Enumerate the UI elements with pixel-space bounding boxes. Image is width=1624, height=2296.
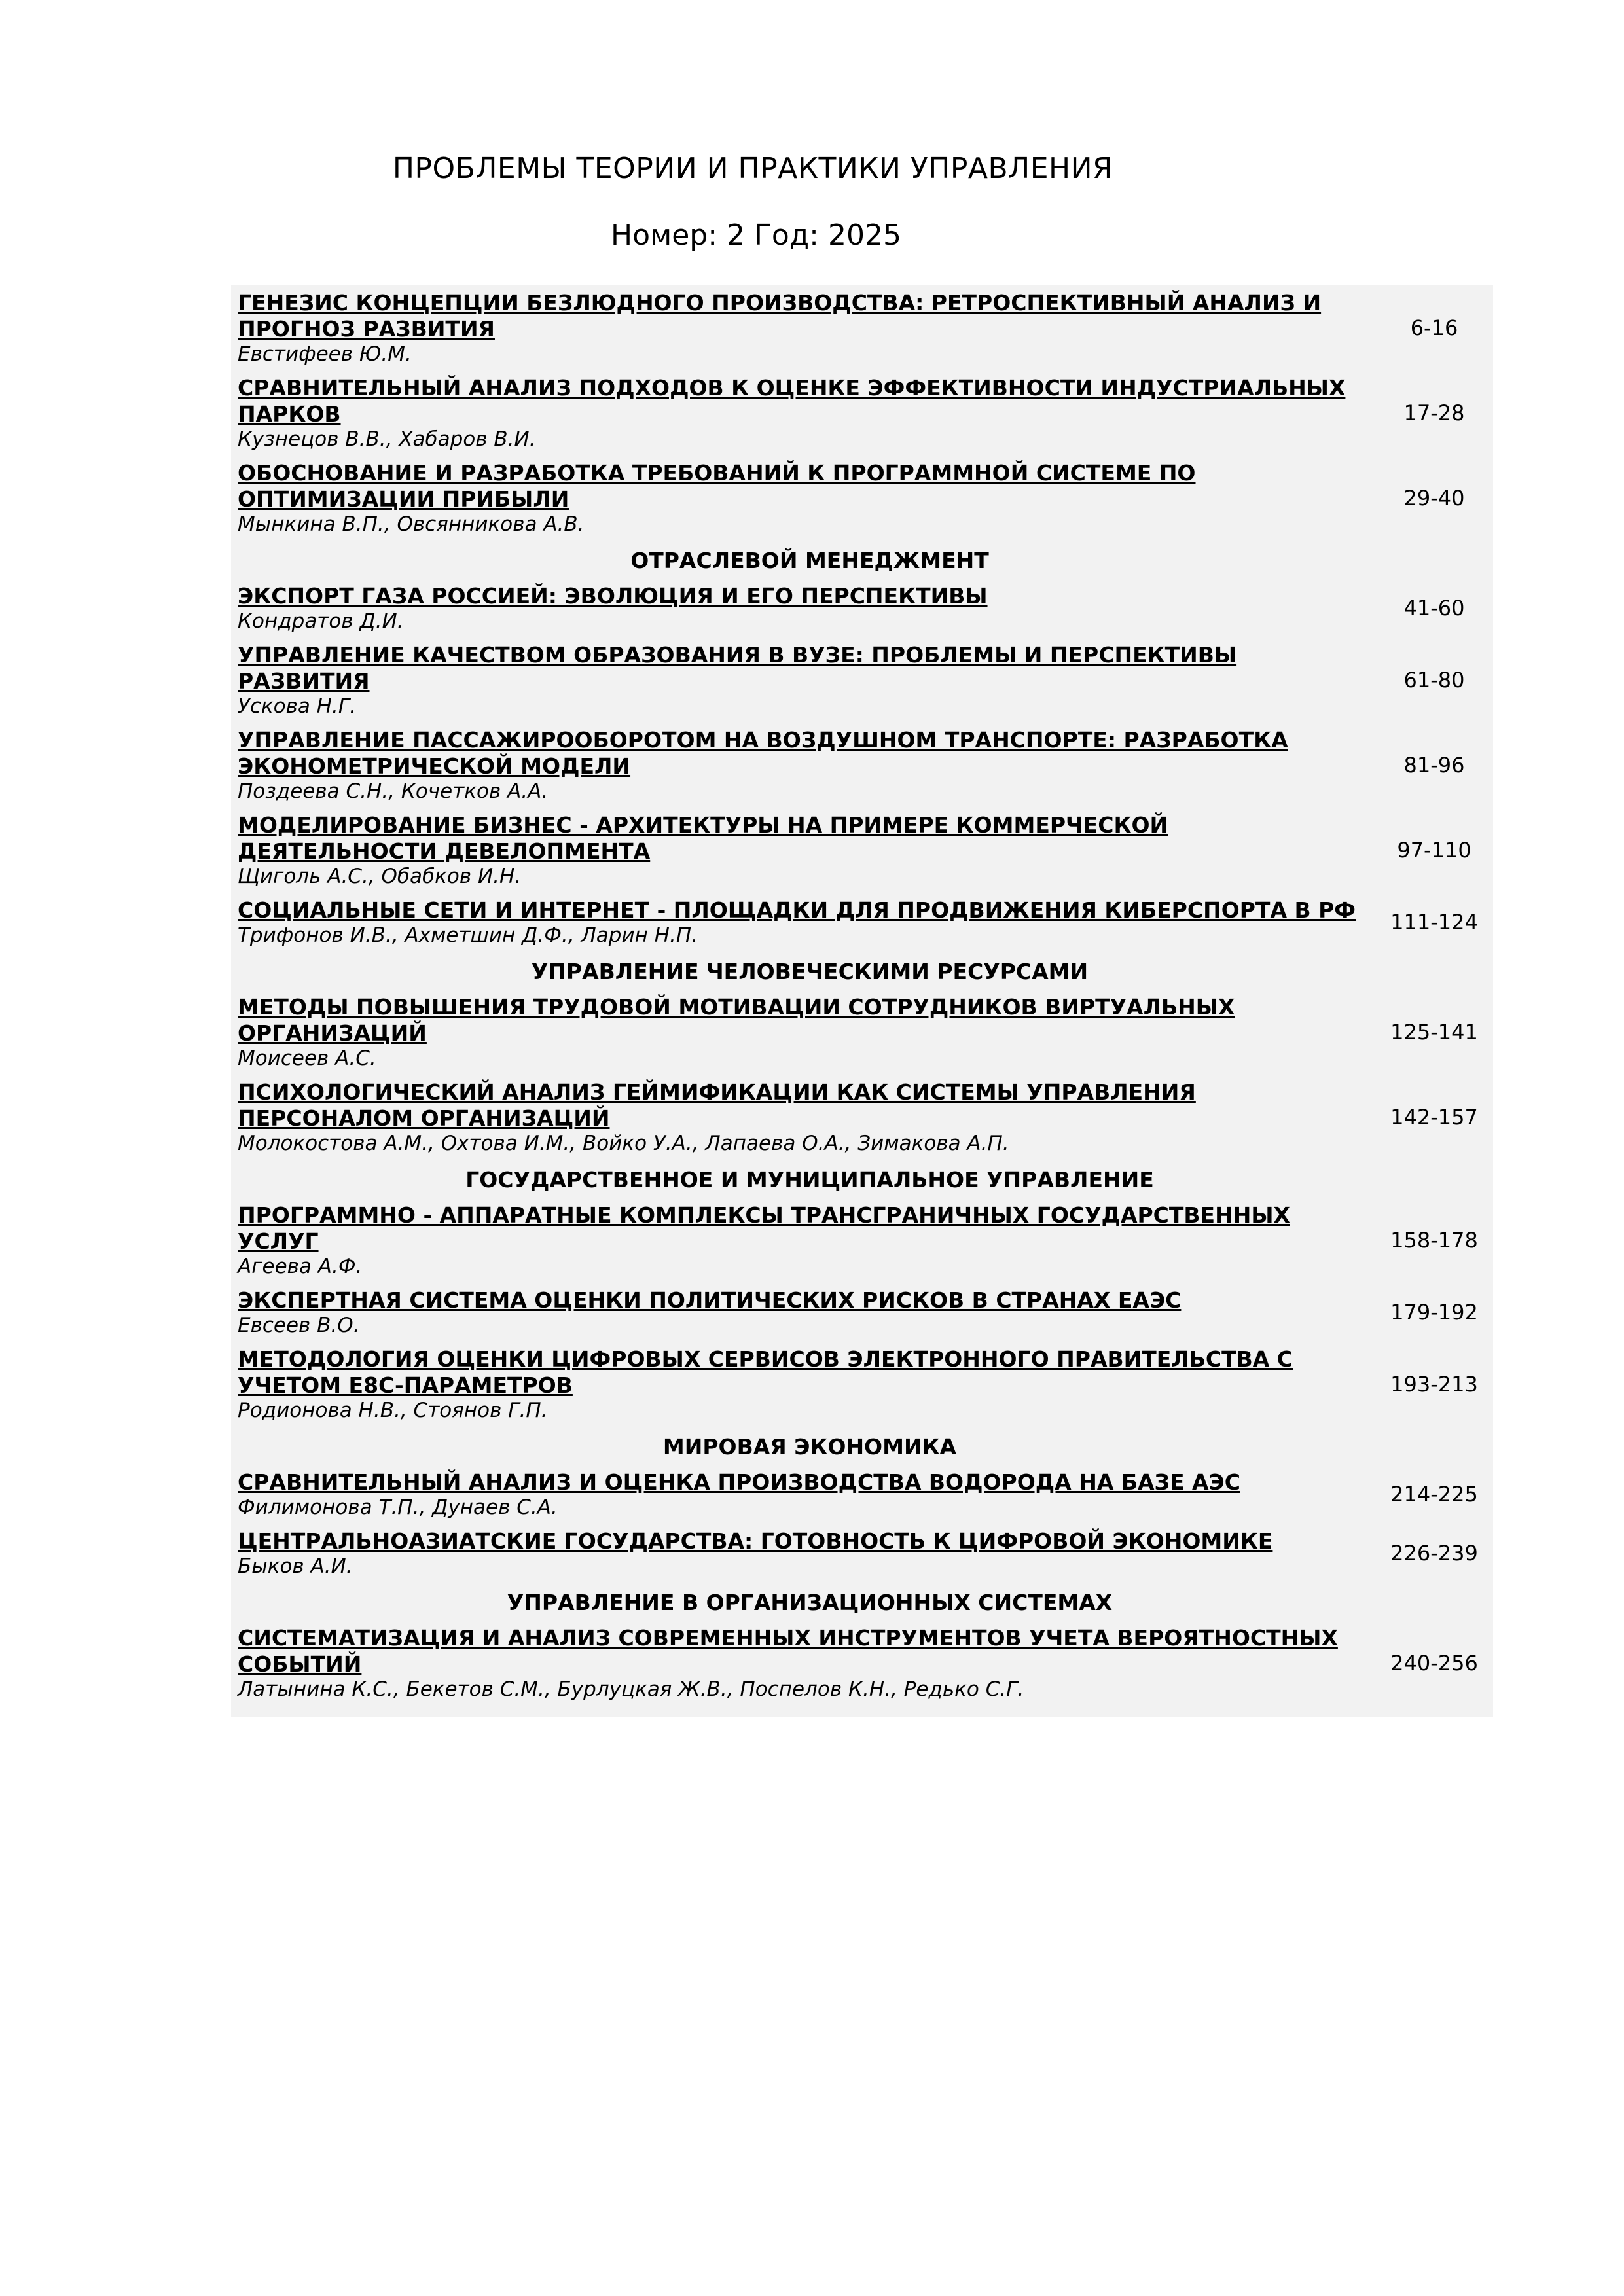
section-heading: ГОСУДАРСТВЕННОЕ И МУНИЦИПАЛЬНОЕ УПРАВЛЕНИЕ xyxy=(465,1167,1154,1193)
section-heading: УПРАВЛЕНИЕ ЧЕЛОВЕЧЕСКИМИ РЕСУРСАМИ xyxy=(531,959,1089,984)
article-title-link[interactable]: ЭКСПЕРТНАЯ СИСТЕМА ОЦЕНКИ ПОЛИТИЧЕСКИХ РИСКОВ В СТРАНАХ ЕАЭС xyxy=(238,1287,1182,1313)
table-of-contents xyxy=(231,285,1493,1717)
article-title-link[interactable]: ЦЕНТРАЛЬНОАЗИАТСКИЕ ГОСУДАРСТВА: ГОТОВНОСТЬ К ЦИФРОВОЙ ЭКОНОМИКЕ xyxy=(238,1528,1273,1554)
article-pages: 6-16 xyxy=(1410,315,1458,340)
article-authors: Быков А.И. xyxy=(238,1554,353,1578)
toc-entry xyxy=(231,727,1493,812)
toc-entry xyxy=(231,1079,1493,1164)
article-title-link[interactable]: СИСТЕМАТИЗАЦИЯ И АНАЛИЗ СОВРЕМЕННЫХ ИНСТРУМЕНТОВ УЧЕТА ВЕРОЯТНОСТНЫХ СОБЫТИЙ xyxy=(238,1625,1338,1677)
section-heading: ОТРАСЛЕВОЙ МЕНЕДЖМЕНТ xyxy=(630,548,989,573)
article-title-link[interactable]: УПРАВЛЕНИЕ КАЧЕСТВОМ ОБРАЗОВАНИЯ В ВУЗЕ: ПРОБЛЕМЫ И ПЕРСПЕКТИВЫ РАЗВИТИЯ xyxy=(238,642,1237,694)
toc-entry xyxy=(231,812,1493,897)
toc-entry xyxy=(231,290,1493,375)
article-title-link[interactable]: МЕТОДОЛОГИЯ ОЦЕНКИ ЦИФРОВЫХ СЕРВИСОВ ЭЛЕКТРОННОГО ПРАВИТЕЛЬСТВА С УЧЕТОМ E8C-ПАРАМЕТРОВ xyxy=(238,1346,1293,1398)
journal-title: ПРОБЛЕМЫ ТЕОРИИ И ПРАКТИКИ УПРАВЛЕНИЯ xyxy=(392,152,1113,185)
article-title-link[interactable]: ЭКСПОРТ ГАЗА РОССИЕЙ: ЭВОЛЮЦИЯ И ЕГО ПЕРСПЕКТИВЫ xyxy=(238,583,988,609)
article-authors: Кондратов Д.И. xyxy=(238,609,404,633)
section-heading: УПРАВЛЕНИЕ В ОРГАНИЗАЦИОННЫХ СИСТЕМАХ xyxy=(507,1590,1113,1615)
article-authors: Моисеев А.С. xyxy=(238,1047,376,1070)
toc-entry xyxy=(231,583,1493,642)
article-authors: Агеева А.Ф. xyxy=(238,1255,363,1278)
article-title-link[interactable]: МОДЕЛИРОВАНИЕ БИЗНЕС - АРХИТЕКТУРЫ НА ПРИМЕРЕ КОММЕРЧЕСКОЙ ДЕЯТЕЛЬНОСТИ ДЕВЕЛОПМЕНТА xyxy=(238,812,1168,864)
article-pages: 41-60 xyxy=(1403,596,1465,620)
article-pages: 193-213 xyxy=(1390,1372,1478,1397)
article-authors: Трифонов И.В., Ахметшин Д.Ф., Ларин Н.П. xyxy=(238,924,698,947)
article-pages: 125-141 xyxy=(1390,1020,1478,1045)
article-title-link[interactable]: ПРОГРАММНО - АППАРАТНЫЕ КОМПЛЕКСЫ ТРАНСГРАНИЧНЫХ ГОСУДАРСТВЕННЫХ УСЛУГ xyxy=(238,1202,1290,1254)
toc-entry xyxy=(231,1346,1493,1431)
toc-entry xyxy=(231,375,1493,460)
article-authors: Евстифеев Ю.М. xyxy=(238,342,412,366)
article-pages: 142-157 xyxy=(1390,1105,1478,1130)
article-authors: Филимонова Т.П., Дунаев С.А. xyxy=(238,1496,558,1519)
article-authors: Родионова Н.В., Стоянов Г.П. xyxy=(238,1399,548,1422)
article-pages: 240-256 xyxy=(1390,1651,1478,1676)
article-authors: Ускова Н.Г. xyxy=(238,694,357,718)
article-title-link[interactable]: ГЕНЕЗИС КОНЦЕПЦИИ БЕЗЛЮДНОГО ПРОИЗВОДСТВА: РЕТРОСПЕКТИВНЫЙ АНАЛИЗ И ПРОГНОЗ РАЗВИТИЯ xyxy=(238,290,1322,342)
article-authors: Кузнецов В.В., Хабаров В.И. xyxy=(238,427,536,451)
article-pages: 179-192 xyxy=(1390,1300,1478,1325)
article-title-link[interactable]: СРАВНИТЕЛЬНЫЙ АНАЛИЗ ПОДХОДОВ К ОЦЕНКЕ ЭФФЕКТИВНОСТИ ИНДУСТРИАЛЬНЫХ ПАРКОВ xyxy=(238,375,1346,427)
toc-entry xyxy=(231,1202,1493,1287)
article-title-link[interactable]: СОЦИАЛЬНЫЕ СЕТИ И ИНТЕРНЕТ - ПЛОЩАДКИ ДЛЯ ПРОДВИЖЕНИЯ КИБЕРСПОРТА В РФ xyxy=(238,897,1356,923)
article-pages: 61-80 xyxy=(1403,668,1465,692)
article-authors: Поздеева С.Н., Кочетков А.А. xyxy=(238,780,549,803)
toc-entry xyxy=(231,642,1493,727)
toc-entry xyxy=(231,897,1493,956)
article-authors: Латынина К.С., Бекетов С.М., Бурлуцкая Ж.В., Поспелов К.Н., Редько С.Г. xyxy=(238,1677,1024,1701)
article-pages: 29-40 xyxy=(1403,486,1465,511)
article-authors: Щиголь А.С., Обабков И.Н. xyxy=(238,865,522,888)
toc-entry xyxy=(231,1528,1493,1587)
article-pages: 97-110 xyxy=(1397,838,1471,863)
article-pages: 17-28 xyxy=(1403,401,1465,425)
article-authors: Мынкина В.П., Овсянникова А.В. xyxy=(238,512,585,536)
article-pages: 226-239 xyxy=(1390,1541,1478,1566)
toc-entry xyxy=(231,1625,1493,1710)
toc-entry xyxy=(231,994,1493,1079)
toc-entry xyxy=(231,1287,1493,1346)
toc-entry xyxy=(231,1469,1493,1528)
article-title-link[interactable]: ОБОСНОВАНИЕ И РАЗРАБОТКА ТРЕБОВАНИЙ К ПРОГРАММНОЙ СИСТЕМЕ ПО ОПТИМИЗАЦИИ ПРИБЫЛИ xyxy=(238,460,1196,512)
toc-entry xyxy=(231,460,1493,545)
article-authors: Евсеев В.О. xyxy=(238,1314,360,1337)
article-title-link[interactable]: ПСИХОЛОГИЧЕСКИЙ АНАЛИЗ ГЕЙМИФИКАЦИИ КАК СИСТЕМЫ УПРАВЛЕНИЯ ПЕРСОНАЛОМ ОРГАНИЗАЦИЙ xyxy=(238,1079,1196,1131)
article-pages: 81-96 xyxy=(1403,753,1465,778)
article-pages: 111-124 xyxy=(1390,910,1478,935)
article-pages: 214-225 xyxy=(1390,1482,1478,1507)
section-heading: МИРОВАЯ ЭКОНОМИКА xyxy=(662,1434,957,1460)
article-authors: Молокостова А.М., Охтова И.М., Войко У.А., Лапаева О.А., Зимакова А.П. xyxy=(238,1132,1009,1155)
article-title-link[interactable]: УПРАВЛЕНИЕ ПАССАЖИРООБОРОТОМ НА ВОЗДУШНОМ ТРАНСПОРТЕ: РАЗРАБОТКА ЭКОНОМЕТРИЧЕСКОЙ МОДЕЛИ xyxy=(238,727,1288,779)
article-pages: 158-178 xyxy=(1390,1228,1478,1253)
article-title-link[interactable]: СРАВНИТЕЛЬНЫЙ АНАЛИЗ И ОЦЕНКА ПРОИЗВОДСТВА ВОДОРОДА НА БАЗЕ АЭС xyxy=(238,1469,1240,1495)
article-title-link[interactable]: МЕТОДЫ ПОВЫШЕНИЯ ТРУДОВОЙ МОТИВАЦИИ СОТРУДНИКОВ ВИРТУАЛЬНЫХ ОРГАНИЗАЦИЙ xyxy=(238,994,1235,1046)
issue-info: Номер: 2 Год: 2025 xyxy=(611,219,901,252)
